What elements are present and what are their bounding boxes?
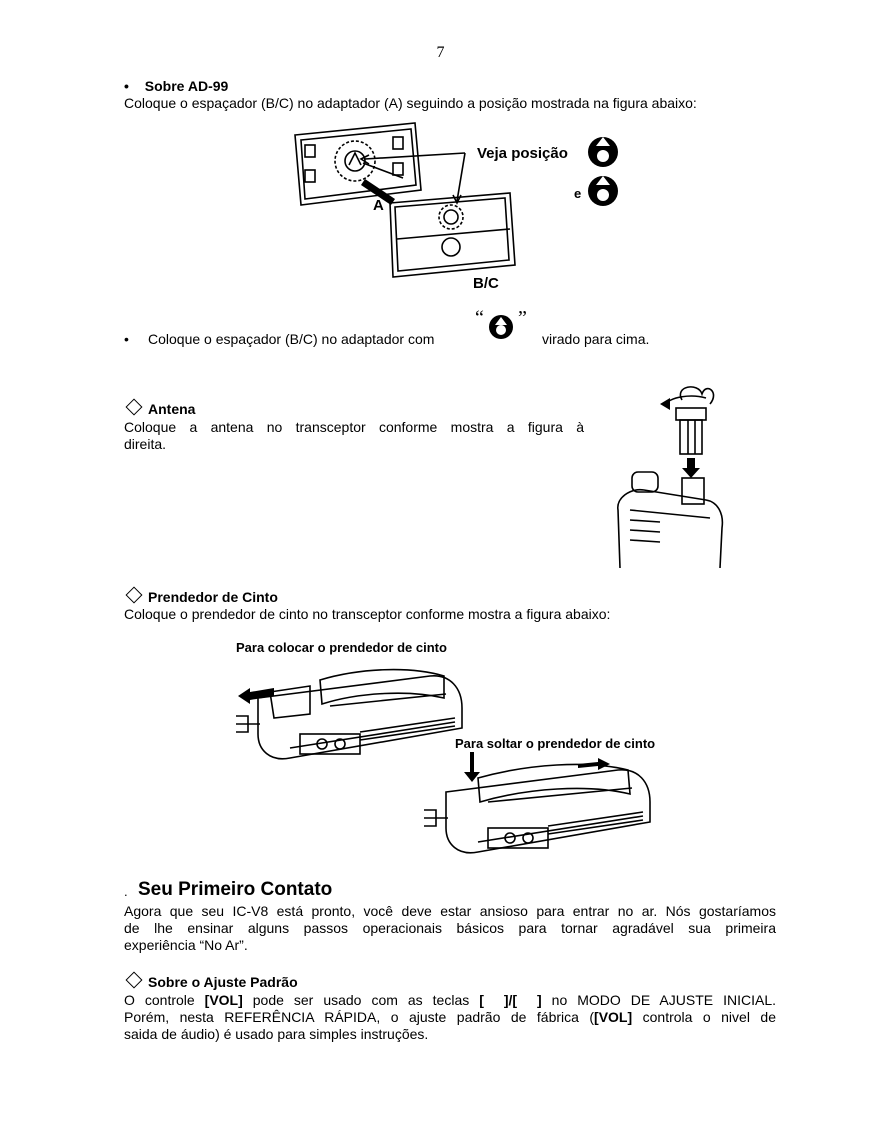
bullet: .	[124, 884, 128, 899]
antenna-illustration	[600, 380, 730, 568]
bullet: •	[124, 78, 129, 94]
prendedor-text: Coloque o prendedor de cinto no transceptor conforme mostra a figura abaixo:	[124, 606, 611, 622]
belt-clip-release-illustration	[418, 752, 658, 862]
ad99-heading-row	[124, 78, 228, 95]
ajuste-l2-a: Porém, nesta REFERÊNCIA RÁPIDA, o ajuste padrão de fábrica (	[124, 1009, 595, 1025]
fig-label-a: A	[373, 197, 384, 214]
ajuste-l1-b: pode ser usado com as teclas	[242, 992, 480, 1008]
contato-line3: experiência “No Ar”.	[124, 937, 248, 953]
contato-heading: Seu Primeiro Contato	[138, 879, 333, 900]
fig-label-bc: B/C	[473, 275, 499, 292]
fig-label-attach: Para colocar o prendedor de cinto	[236, 640, 447, 655]
quote-open: “	[475, 307, 484, 329]
ad99-illustration	[285, 115, 625, 295]
ajuste-l1-c: no MODO DE AJUSTE INICIAL.	[541, 992, 776, 1008]
antena-text-line1: Coloque a antena no transceptor conforme mostra a figura à	[124, 419, 584, 435]
ad99-bullet2-post: virado para cima.	[542, 331, 650, 347]
prendedor-heading: Prendedor de Cinto	[148, 589, 278, 605]
antena-text-line2: direita.	[124, 436, 167, 452]
diamond-icon	[126, 972, 143, 989]
ad99-bullet2-pre: Coloque o espaçador (B/C) no adaptador com	[148, 331, 435, 347]
ajuste-heading: Sobre o Ajuste Padrão	[148, 974, 298, 990]
vol-control: [VOL]	[594, 1009, 633, 1025]
vol-control: [VOL]	[204, 992, 243, 1008]
b-badge-icon	[488, 314, 514, 340]
page-number: 7	[436, 44, 445, 61]
ajuste-heading-row	[124, 974, 298, 991]
ad99-heading: Sobre AD-99	[144, 78, 229, 94]
ajuste-line1	[124, 992, 776, 1009]
antena-heading: Antena	[148, 401, 196, 417]
contato-line1: Agora que seu IC-V8 está pronto, você deve estar ansioso para entrar no ar. Nós gostaríamos	[124, 903, 776, 919]
ajuste-line2	[124, 1009, 776, 1026]
fig-label-release: Para soltar o prendedor de cinto	[455, 736, 656, 751]
arrow-keys: [ ]/[ ]	[479, 992, 542, 1008]
fig-label-position: Veja posição	[477, 145, 568, 162]
ad99-text: Coloque o espaçador (B/C) no adaptador (A) seguindo a posição mostrada na figura abaixo:	[124, 95, 697, 111]
bullet: •	[124, 331, 129, 347]
contato-line2: de lhe ensinar alguns passos operacionais básicos para tornar agradável sua primeira	[124, 920, 776, 936]
ajuste-l2-b: controla o nivel de	[632, 1009, 776, 1025]
diamond-icon	[126, 587, 143, 604]
antena-heading-row	[124, 401, 195, 418]
quote-close: ”	[518, 307, 527, 329]
diamond-icon	[126, 399, 143, 416]
fig-label-e: e	[574, 186, 582, 201]
prendedor-heading-row	[124, 589, 278, 606]
ajuste-line3: saida de áudio) é usado para simples instruções.	[124, 1026, 429, 1042]
ajuste-l1-a: O controle	[124, 992, 205, 1008]
